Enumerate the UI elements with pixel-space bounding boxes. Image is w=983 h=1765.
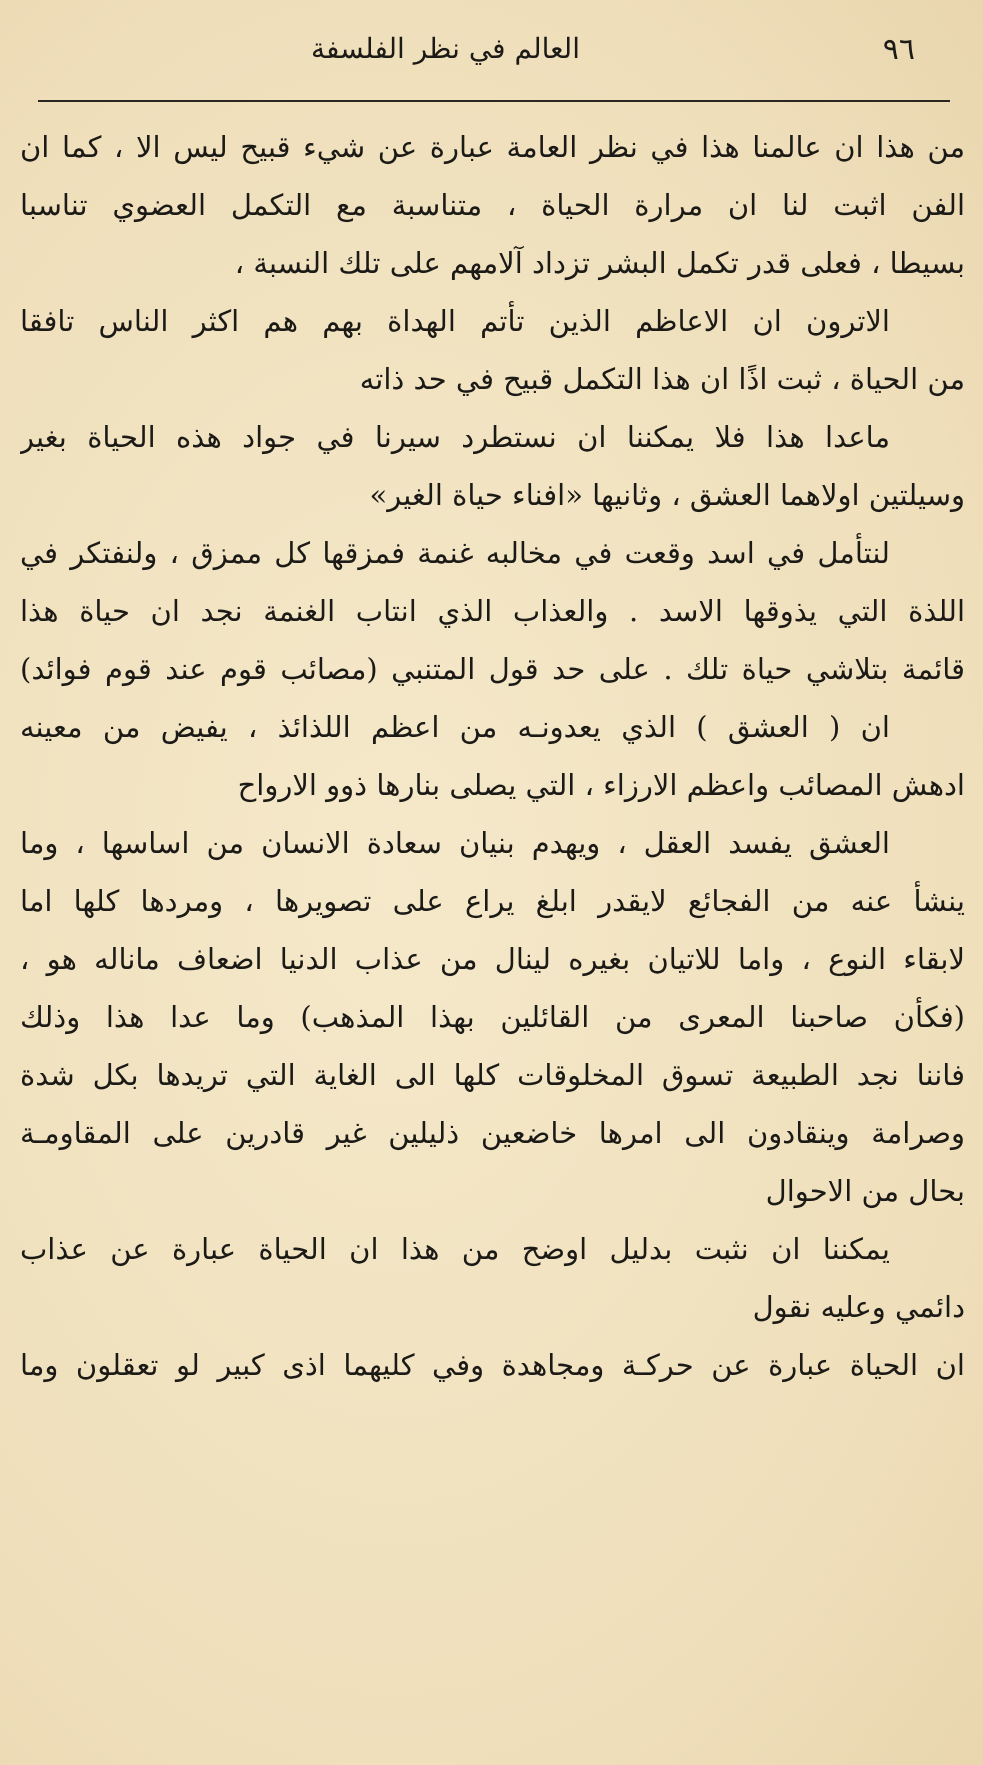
text-line: يمكننا ان نثبت بدليل اوضح من هذا ان الحياة عبارة عن عذاب (20, 1232, 890, 1266)
text-line: ان الحياة عبارة عن حركـة ومجاهدة وفي كليهما اذى كبير لو تعقلون وما (20, 1348, 965, 1382)
running-title: العالم في نظر الفلسفة (310, 32, 580, 65)
text-line: دائمي وعليه نقول (752, 1290, 965, 1324)
text-line: وسيلتين اولاهما العشق ، وثانيها «افناء حياة الغير» (369, 478, 965, 512)
text-line: ادهش المصائب واعظم الارزاء ، التي يصلى بنارها ذوو الارواح (237, 768, 965, 802)
header-divider (38, 100, 950, 102)
text-line: لابقاء النوع ، واما للاتيان بغيره لينال من عذاب الدنيا اضعاف ماناله هو ، (20, 942, 965, 976)
text-line: الفن اثبت لنا ان مرارة الحياة ، متناسبة مع التكمل العضوي تناسبا (20, 188, 965, 222)
page-number: ٩٦ (882, 32, 915, 67)
text-line: لنتأمل في اسد وقعت في مخالبه غنمة فمزقها كل ممزق ، ولنفتكر في (20, 536, 890, 570)
text-line: بحال من الاحوال (765, 1174, 965, 1208)
text-line: ماعدا هذا فلا يمكننا ان نستطرد سيرنا في جواد هذه الحياة بغير (20, 420, 890, 454)
text-line: من هذا ان عالمنا هذا في نظر العامة عبارة عن شيء قبيح ليس الا ، كما ان (20, 130, 965, 164)
text-line: من الحياة ، ثبت اذًا ان هذا التكمل قبيح في حد ذاته (359, 362, 965, 396)
page-header (30, 28, 945, 78)
text-line: وصرامة وينقادون الى امرها خاضعين ذليلين غير قادرين على المقاومـة (20, 1116, 965, 1150)
text-line: ان ( العشق ) الذي يعدونـه من اعظم اللذائذ ، يفيض من معينه (20, 710, 890, 744)
text-line: ينشأ عنه من الفجائع لايقدر ابلغ يراع على تصويرها ، ومردها كلها اما (20, 884, 965, 918)
text-line: اللذة التي يذوقها الاسد . والعذاب الذي انتاب الغنمة نجد ان حياة هذا (20, 594, 965, 628)
text-line: الاترون ان الاعاظم الذين تأتم الهداة بهم هم اكثر الناس تافقا (20, 304, 890, 338)
text-line: (فكأن صاحبنا المعرى من القائلين بهذا المذهب) وما عدا هذا وذلك (20, 1000, 965, 1034)
text-line: العشق يفسد العقل ، ويهدم بنيان سعادة الانسان من اساسها ، وما (20, 826, 890, 860)
body-text (20, 118, 965, 1394)
text-line: فاننا نجد الطبيعة تسوق المخلوقات كلها الى الغاية التي تريدها بكل شدة (20, 1058, 965, 1092)
text-line: قائمة بتلاشي حياة تلك . على حد قول المتنبي (مصائب قوم عند قوم فوائد) (20, 652, 965, 686)
text-line: بسيطا ، فعلى قدر تكمل البشر تزداد آلامهم على تلك النسبة ، (234, 246, 965, 280)
